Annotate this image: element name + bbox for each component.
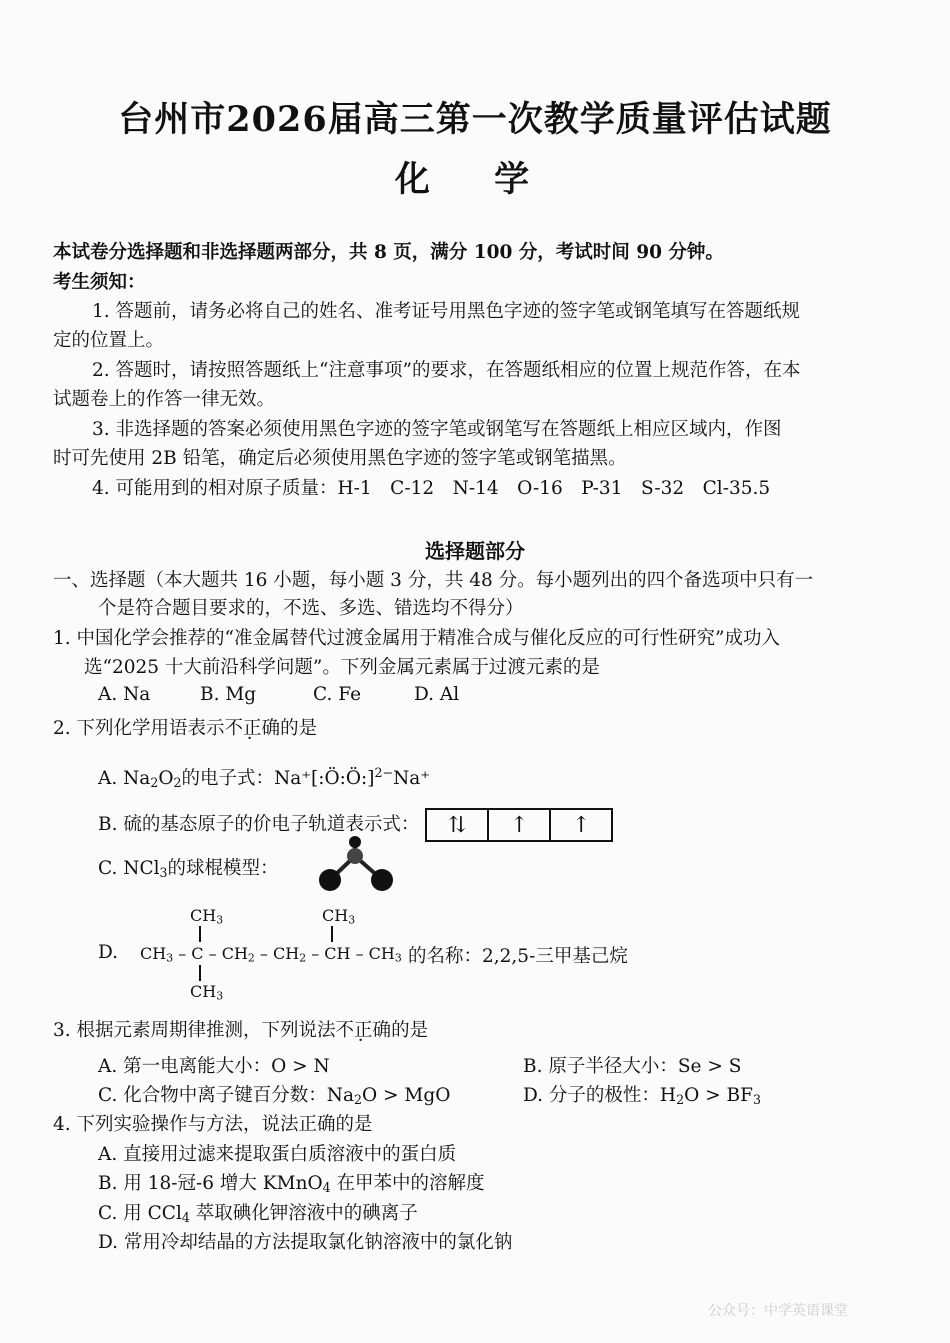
q2-stem: 2. 下列化学用语表示不正确的是: [53, 714, 317, 740]
part-instructions-l1: 一、选择题（本大题共 16 小题，每小题 3 分，共 48 分。每小题列出的四个备选项中只有一: [53, 570, 814, 591]
q4-option-b: B. 用 18-冠-6 增大 KMnO$_4$ 在甲苯中的溶解度: [98, 1173, 485, 1196]
q4-option-d: D. 常用冷却结晶的方法提取氯化钠溶液中的氯化钠: [98, 1232, 513, 1253]
q2-option-d-label: D.: [98, 942, 119, 963]
methyl-bottom: $CH_3$: [190, 982, 224, 1003]
q1-option-d: D. Al: [414, 684, 460, 705]
intro-text: 本试卷分选择题和非选择题两部分，共 8 页，满分 100 分，考试时间 90 分钟。: [53, 242, 724, 263]
q4-option-c: C. 用 CCl$_4$ 萃取碘化钾溶液中的碘离子: [98, 1203, 418, 1226]
orbital-diagram: [425, 808, 613, 842]
notice-item-2-l2: 试题卷上的作答一律无效。: [53, 389, 276, 410]
main-chain: $CH_3$ – C – $CH_2 - CH_2$ – CH – $CH_3$: [140, 944, 402, 965]
notice-heading: 考生须知：: [53, 272, 146, 293]
q3-option-d: D. 分子的极性：$H_2O > BF_3$: [523, 1085, 761, 1108]
bond-line: [331, 926, 333, 942]
q3-emphasis: 不正确: [335, 1020, 392, 1041]
q2-option-c: C. NCl$_3$的球棍模型：: [98, 858, 279, 881]
q1-option-c: C. Fe: [313, 684, 362, 705]
subject-title: 化 学: [394, 159, 556, 200]
exam-title: 台州市2026届高三第一次教学质量评估试题: [118, 99, 832, 140]
notice-item-3-l1: 3. 非选择题的答案必须使用黑色字迹的签字笔或钢笔写在答题纸上相应区域内，作图: [92, 419, 782, 440]
q3-option-c: C. 化合物中离子键百分数：$Na_2O$ > MgO: [98, 1085, 451, 1108]
q4-stem: 4. 下列实验操作与方法，说法正确的是: [53, 1114, 373, 1135]
bond-line: [199, 965, 201, 981]
q1-option-a: A. Na: [98, 684, 151, 705]
notice-item-4: 4. 可能用到的相对原子质量：H-1 C-12 N-14 O-16 P-31 S-32 Cl-35.5: [92, 478, 771, 499]
electron-formula: Na⁺[:Ö:Ö:]: [274, 768, 375, 789]
bond-line: [199, 926, 201, 942]
q4-option-a: A. 直接用过滤来提取蛋白质溶液中的蛋白质: [98, 1144, 457, 1165]
ball-stick-model-icon: [310, 836, 400, 896]
methyl-top-1: $CH_3$: [190, 906, 224, 927]
notice-item-1-l2: 定的位置上。: [53, 330, 165, 351]
watermark: 公众号：中学英语课堂: [708, 1303, 848, 1319]
q1-stem-l2: 选“2025 十大前沿科学问题”。下列金属元素属于过渡元素的是: [84, 657, 600, 678]
q3-stem: 3. 根据元素周期律推测，下列说法不正确的是: [53, 1016, 428, 1042]
q3-option-b: B. 原子半径大小：Se > S: [523, 1056, 742, 1077]
q2-emphasis: 不正确: [224, 718, 281, 739]
q1-stem-l1: 1. 中国化学会推荐的“准金属替代过渡金属用于精准合成与催化反应的可行性研究”成功入: [53, 628, 780, 649]
q2-option-d-name: 的名称：2,2,5-三甲基己烷: [408, 946, 628, 967]
notice-item-3-l2: 时可先使用 2B 铅笔，确定后必须使用黑色字迹的签字笔或钢笔描黑。: [53, 448, 627, 469]
orbital-box-3p-1: ↑: [489, 810, 551, 840]
orbital-box-3s: ⇅: [427, 810, 489, 840]
q3-option-a: A. 第一电离能大小：O > N: [98, 1056, 330, 1077]
section-title: 选择题部分: [425, 539, 525, 563]
notice-item-2-l1: 2. 答题时，请按照答题纸上“注意事项”的要求，在答题纸相应的位置上规范作答，在本: [92, 360, 801, 381]
part-instructions-l2: 个是符合题目要求的，不选、多选、错选均不得分）: [98, 598, 524, 619]
methyl-top-2: $CH_3$: [322, 906, 356, 927]
q1-option-b: B. Mg: [200, 684, 257, 705]
orbital-box-3p-2: ↑: [572, 812, 591, 838]
q2-option-b: B. 硫的基态原子的价电子轨道表示式： ⇅ ↑ ↑: [98, 808, 613, 842]
notice-item-1-l1: 1. 答题前，请务必将自己的姓名、准考证号用黑色字迹的签字笔或钢笔填写在答题纸规: [92, 301, 801, 322]
q2-option-a: A. $Na_2O_2$的电子式：Na⁺[:Ö:Ö:]$^{2-}$Na⁺: [98, 765, 431, 791]
